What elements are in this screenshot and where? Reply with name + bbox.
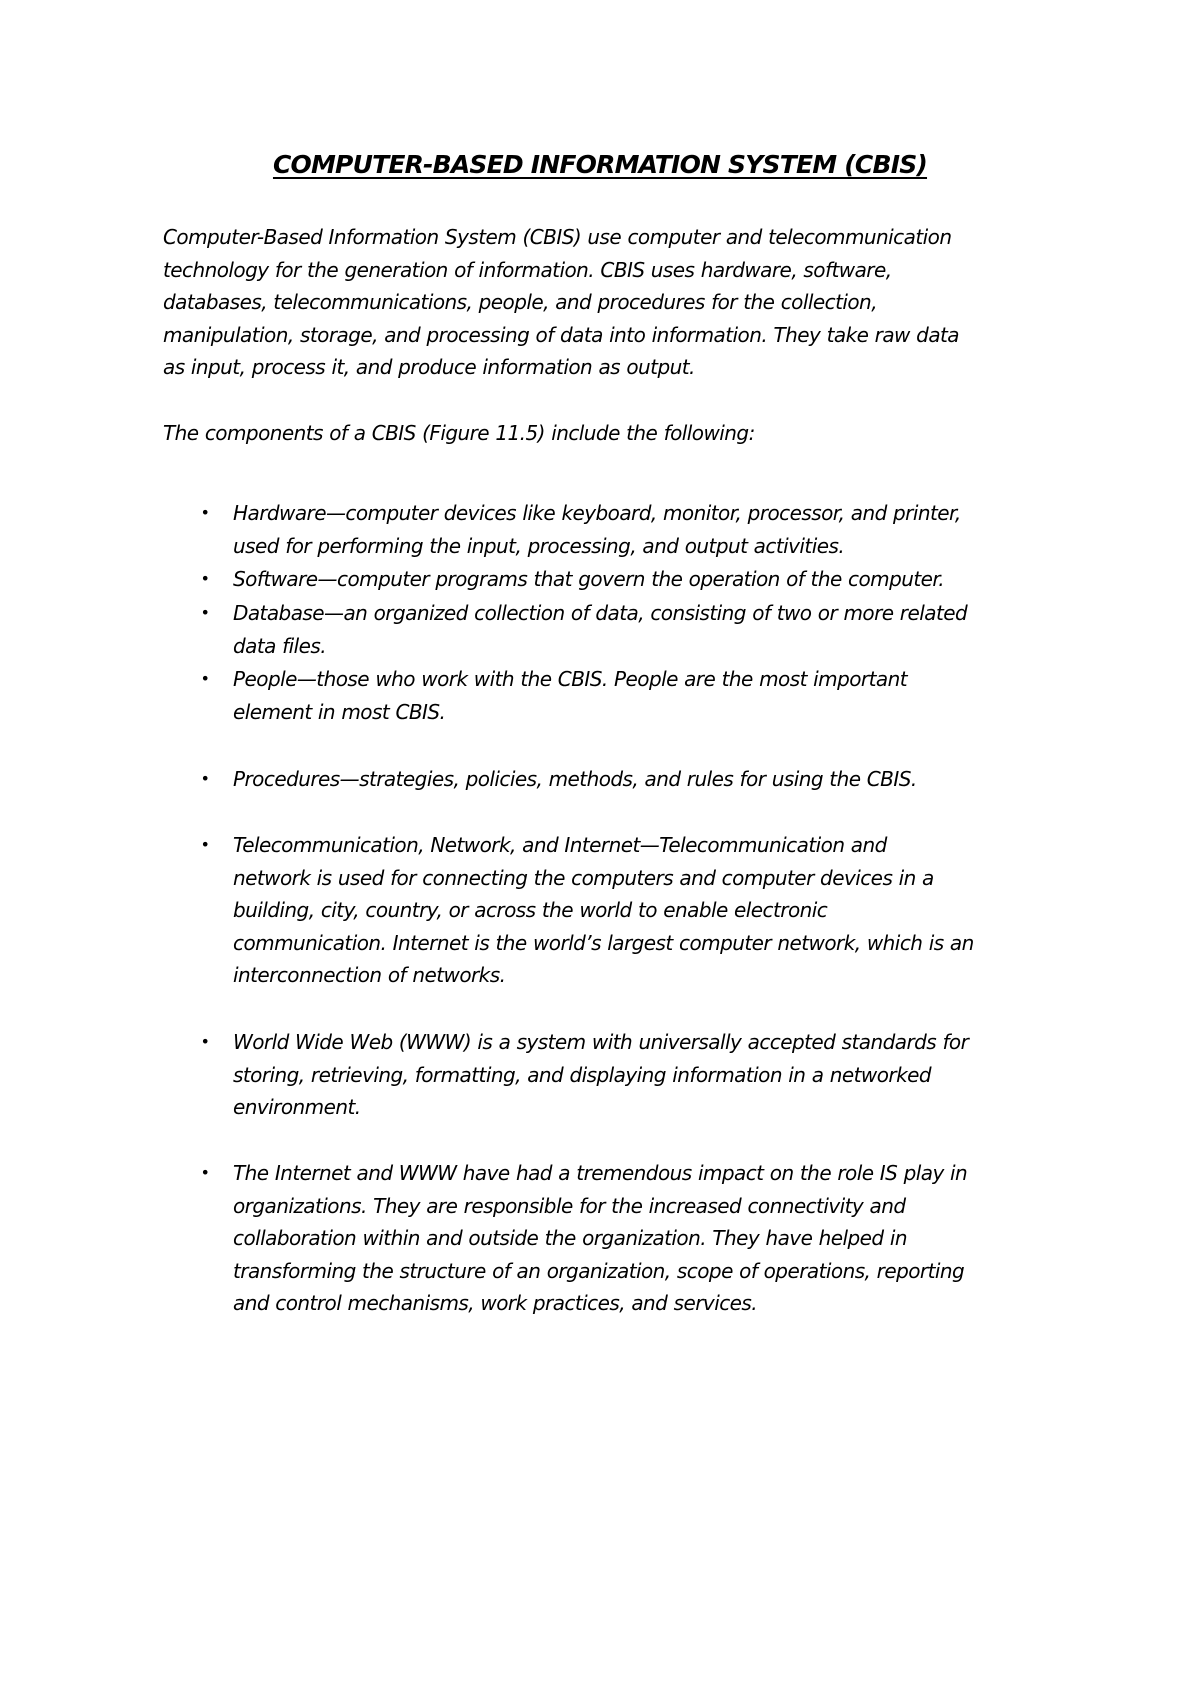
- bullet-icon: •: [200, 503, 210, 522]
- bullet-icon: •: [200, 835, 210, 854]
- list-item-line: and control mechanisms, work practices, and services.: [233, 1291, 758, 1315]
- list-item-line: storing, retrieving, formatting, and displaying information in a networked: [233, 1062, 932, 1087]
- intro-line: databases, telecommunications, people, and procedures for the collection,: [163, 290, 877, 314]
- bullet-icon: •: [200, 1032, 210, 1051]
- list-item-line: Database—an organized collection of data, consisting of two or more related: [233, 601, 968, 625]
- list-item-line: Procedures—strategies, policies, methods, and rules for using the CBIS.: [233, 767, 917, 791]
- list-item-line: environment.: [233, 1095, 361, 1119]
- bullet-icon: •: [200, 1163, 210, 1182]
- list-item-line: building, city, country, or across the world to enable electronic: [233, 898, 828, 922]
- bullet-icon: •: [200, 603, 210, 622]
- list-item-line: World Wide Web (WWW) is a system with universally accepted standards for: [233, 1030, 969, 1054]
- list-item-line: data files.: [233, 633, 327, 658]
- bullet-icon: •: [200, 569, 210, 588]
- list-item-line: Software—computer programs that govern the operation of the computer.: [233, 567, 945, 591]
- list-item-people: [200, 663, 1113, 728]
- list-item-internet-impact: [200, 1157, 1113, 1320]
- list-item-line: The Internet and WWW have had a tremendous impact on the role IS play in: [233, 1161, 968, 1185]
- intro-line: Computer-Based Information System (CBIS) use computer and telecommunication: [163, 225, 952, 249]
- list-item-www: [200, 1026, 1113, 1124]
- list-item-line: communication. Internet is the world’s largest computer network, which is an: [233, 930, 974, 955]
- intro-line: technology for the generation of information. CBIS uses hardware, software,: [163, 257, 892, 282]
- intro-line: manipulation, storage, and processing of data into information. They take raw data: [163, 322, 960, 347]
- list-item-telecommunication: [200, 829, 1113, 992]
- list-item-line: network is used for connecting the computers and computer devices in a: [233, 865, 934, 890]
- list-item-hardware: [200, 497, 1113, 562]
- list-item-procedures: [200, 763, 1113, 796]
- list-item-line: People—those who work with the CBIS. People are the most important: [233, 667, 908, 691]
- list-item-line: Telecommunication, Network, and Internet—Telecommunication and: [233, 833, 887, 857]
- list-item-line: used for performing the input, processing, and output activities.: [233, 533, 845, 558]
- bullet-icon: •: [200, 769, 210, 788]
- list-item-line: Hardware—computer devices like keyboard, monitor, processor, and printer,: [233, 501, 961, 525]
- list-item-line: transforming the structure of an organization, scope of operations, reporting: [233, 1258, 965, 1283]
- intro-line: as input, process it, and produce information as output.: [163, 355, 695, 379]
- list-item-line: interconnection of networks.: [233, 963, 506, 987]
- list-item-line: element in most CBIS.: [233, 699, 446, 724]
- list-item-line: organizations. They are responsible for the increased connectivity and: [233, 1193, 906, 1218]
- list-item-software: [200, 563, 1113, 596]
- list-item-database: [200, 597, 1113, 662]
- document-title: COMPUTER-BASED INFORMATION SYSTEM (CBIS): [272, 150, 928, 179]
- intro-paragraph: [163, 221, 1068, 384]
- list-item-line: collaboration within and outside the organization. They have helped in: [233, 1226, 908, 1250]
- components-intro: The components of a CBIS (Figure 11.5) include the following:: [163, 421, 755, 445]
- bullet-icon: •: [200, 669, 210, 688]
